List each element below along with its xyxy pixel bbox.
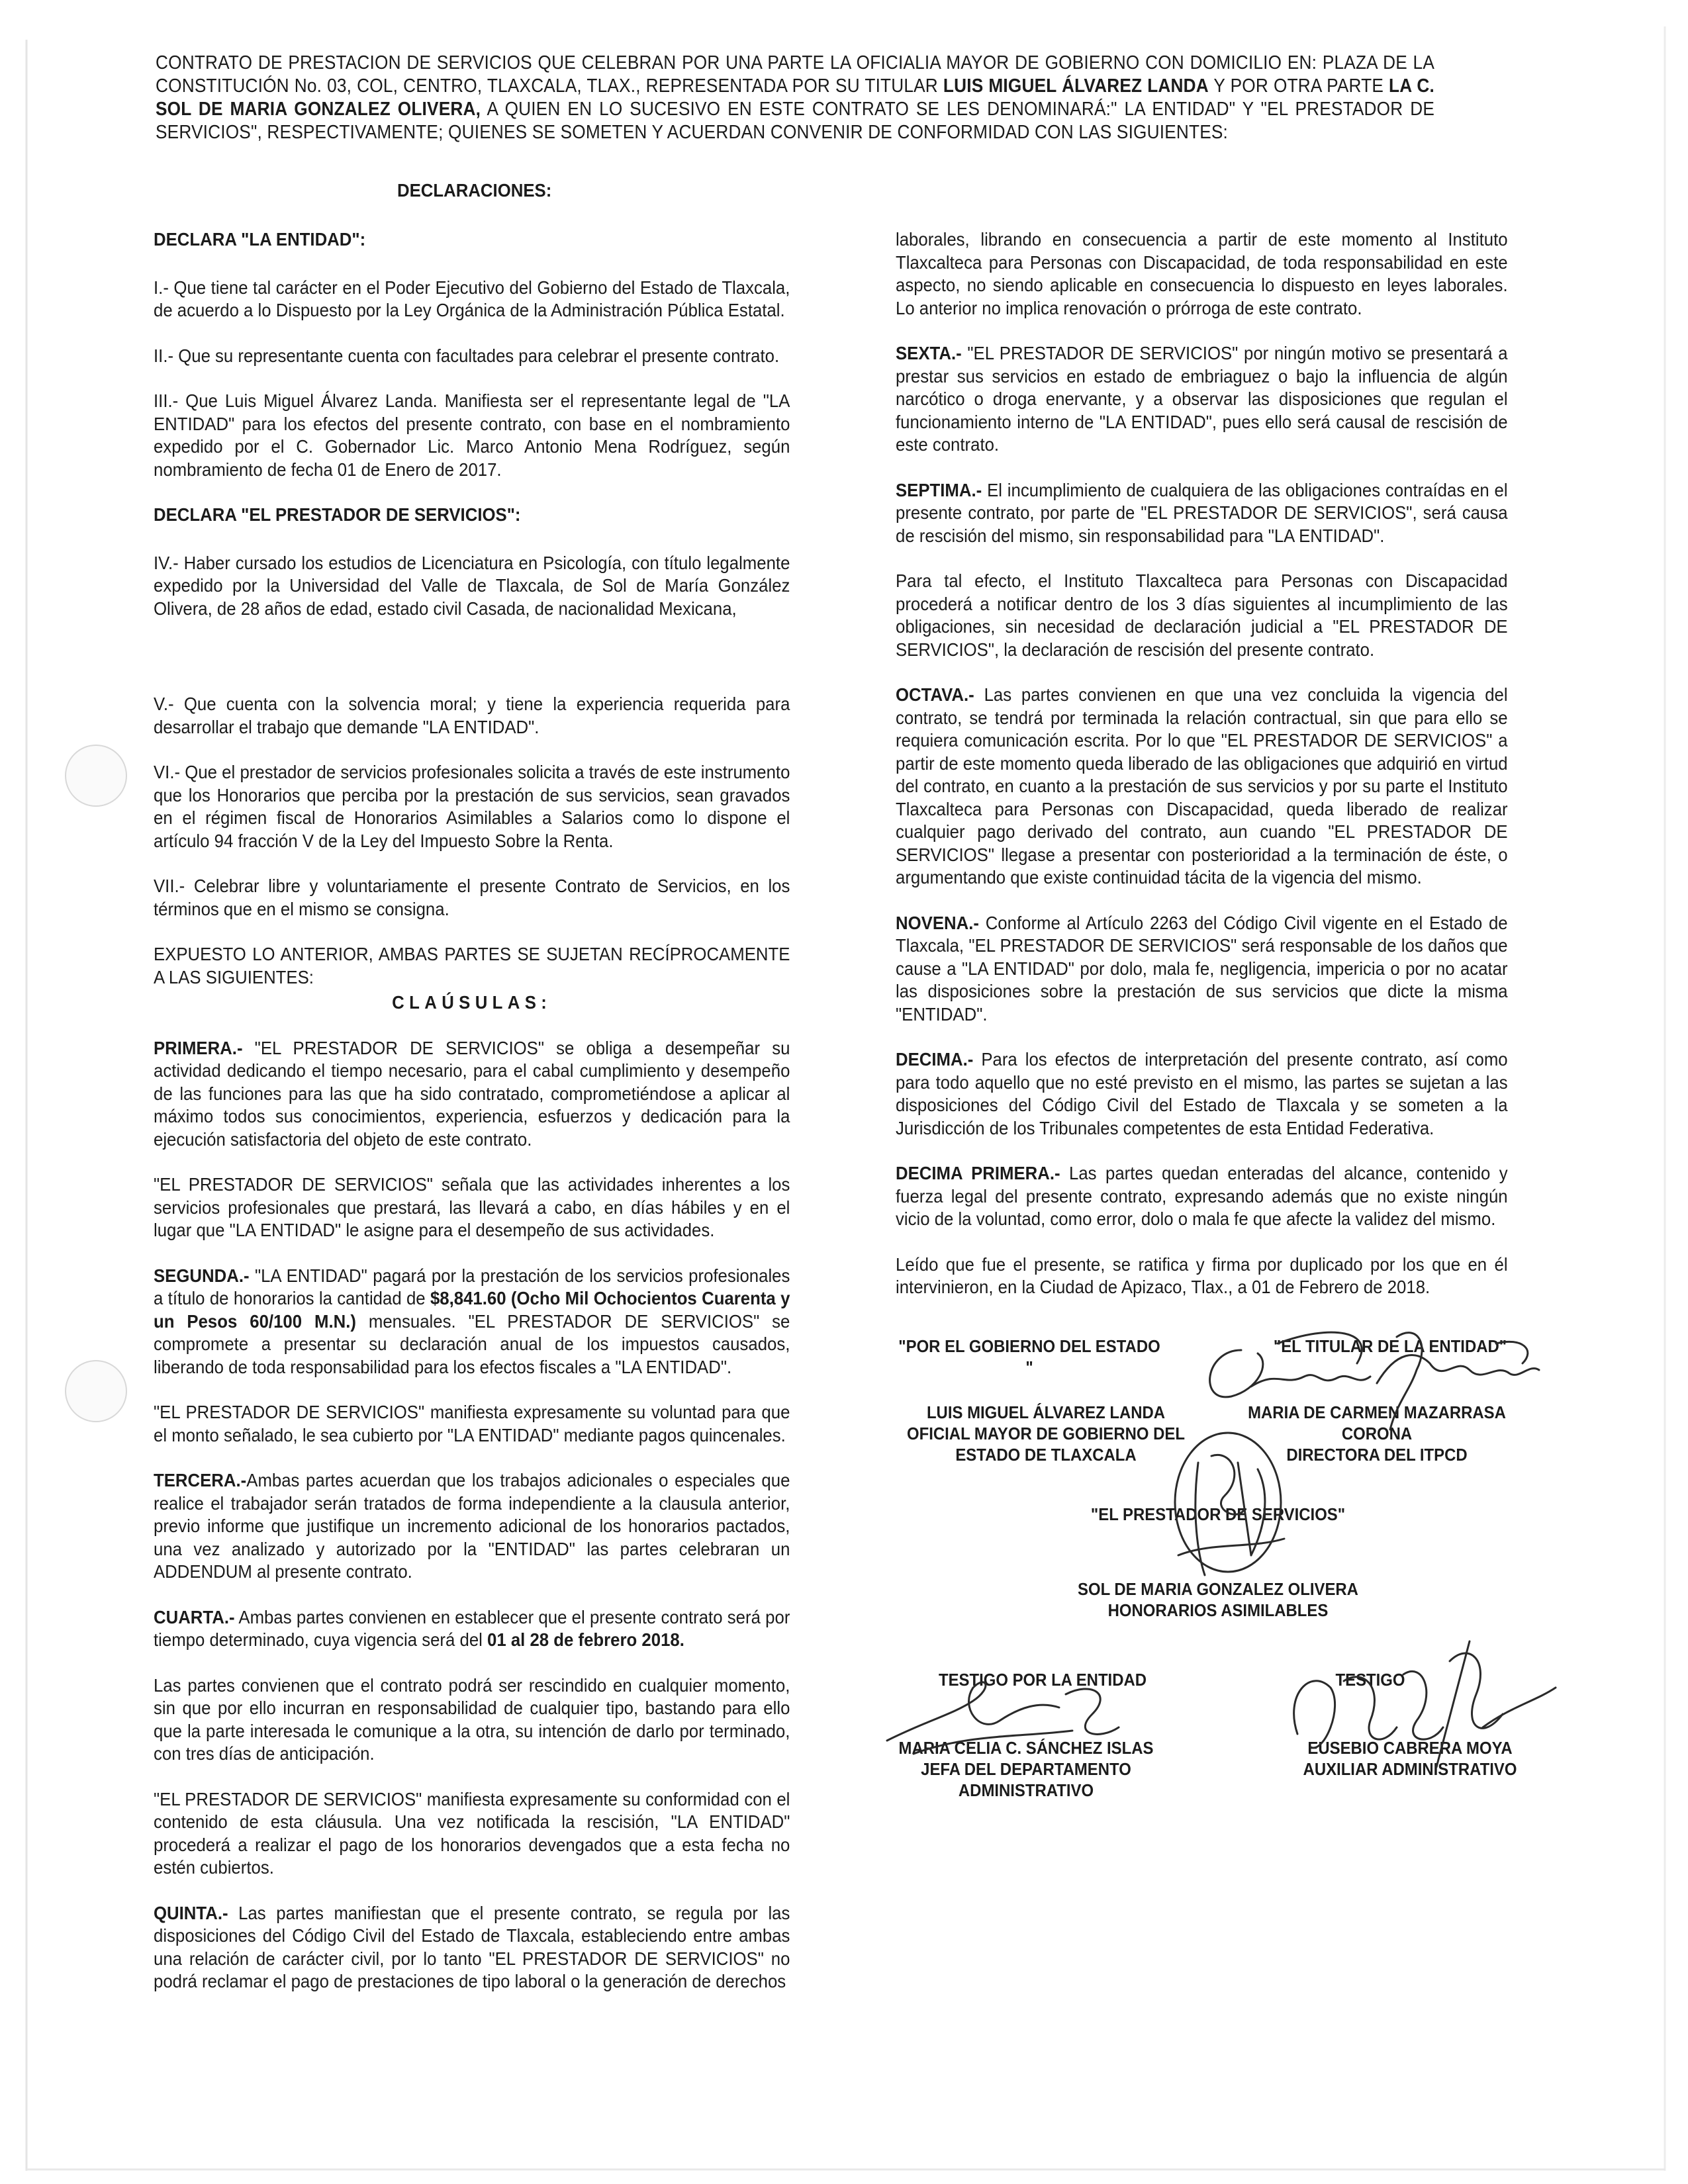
prestador-block <box>1035 1578 1401 1621</box>
cuarta-text: Ambas partes convienen en establecer que el presente contrato será por tiempo determinado, cuya vigencia será del <box>154 1606 790 1650</box>
directora-title: DIRECTORA DEL ITPCD <box>1286 1445 1468 1465</box>
tercera-text: Ambas partes acuerdan que los trabajos adicionales o especiales que realice el trabajador serán tratados de forma independiente a la clausula anterior, previo informe que justifique un incremento adicional de los honorarios pactados, una vez analizado y autorizado por la "ENTIDAD" las partes celebraran un ADDENDUM al presente contrato. <box>154 1470 790 1582</box>
punch-hole-bottom <box>65 1360 127 1422</box>
clausula-decima <box>896 1048 1508 1140</box>
septima-text: El incumplimiento de cualquiera de las obligaciones contraídas en el presente contrato, por parte de "EL PRESTADOR DE SERVICIOS", será causa de rescisión del mismo, sin responsabilidad para "LA ENTIDAD". <box>896 479 1508 546</box>
testigo2-title: AUXILIAR ADMINISTRATIVO <box>1303 1759 1517 1779</box>
header-text-3: A QUIEN EN LO SUCESIVO EN ESTE CONTRATO SE LES DENOMINARÁ:" LA ENTIDAD" Y "EL PRESTADOR DE SERVICIOS", RESPECTIVAMENTE; QUIENES SE SOMETEN Y ACUERDAN CONVENIR DE CONFORMIDAD CON LAS SIGUIENTES: <box>156 99 1434 143</box>
clausula-quinta <box>154 1902 790 1993</box>
clausula-novena <box>896 912 1508 1026</box>
prestador-name: SOL DE MARIA GONZALEZ OLIVERA <box>1078 1579 1358 1599</box>
segunda-amount: $8,841.60 (Ocho Mil Ochocientos Cuarenta y un Pesos 60/100 M.N.) <box>154 1288 790 1332</box>
sexta-text: "EL PRESTADOR DE SERVICIOS" por ningún motivo se presentará a prestar sus servicios en estado de embriaguez o bajo la influencia de algún narcótico o droga enervante, y a observar las disposiciones que regulan el funcionamiento interno de "LA ENTIDAD", pues ello será causal de rescisión de este contrato. <box>896 343 1508 455</box>
primera-label: PRIMERA.- <box>154 1037 243 1058</box>
clausula-primera-b: "EL PRESTADOR DE SERVICIOS" señala que las actividades inherentes a los servicios profesionales que prestará, las llevará a cabo, en días hábiles y en el lugar que "LA ENTIDAD" le asigne para el desempeño de sus actividades. <box>154 1174 790 1240</box>
septima-label: SEPTIMA.- <box>896 479 982 500</box>
quinta-continuation: laborales, librando en consecuencia a partir de este momento al Instituto Tlaxcalteca para Personas con Discapacidad, de toda responsabilidad en este aspecto, no siendo aplicable en consecuencia lo dispuesto en leyes laborales. Lo anterior no implica renovación o prórroga de este contrato. <box>896 229 1508 318</box>
clausula-cuarta-c: "EL PRESTADOR DE SERVICIOS" manifiesta expresamente su conformidad con el contenido de esta cláusula. Una vez notificada la rescisión, "LA ENTIDAD" procederá a realizar el pago de los honorarios devengados que a esta fecha no estén cubiertos. <box>154 1788 790 1878</box>
header-prestador-name: LA C. SOL DE MARIA GONZALEZ OLIVERA, <box>156 75 1434 120</box>
testigo2-name: EUSEBIO CABRERA MOYA <box>1307 1738 1513 1758</box>
testigo1-heading: TESTIGO POR LA ENTIDAD <box>938 1670 1147 1690</box>
contract-header <box>156 52 1434 144</box>
declaracion-vii: VII.- Celebrar libre y voluntariamente el presente Contrato de Servicios, en los términos que en el mismo se consigna. <box>154 876 790 919</box>
clausula-tercera <box>154 1469 790 1584</box>
novena-text: Conforme al Artículo 2263 del Código Civil vigente en el Estado de Tlaxcala, "EL PRESTADOR DE SERVICIOS" será responsable de los daños que cause a "LA ENTIDAD" por dolo, mala fe, negligencia, impericia o por no acatar las disposiciones sobre la prestación de sus servicios que dicte la misma "ENTIDAD". <box>896 912 1508 1024</box>
clausula-decima-primera <box>896 1162 1508 1231</box>
clausula-cuarta <box>154 1606 790 1652</box>
decima-primera-text: Las partes quedan enteradas del alcance, contenido y fuerza legal del presente contrato, expresando además que no existe ningún vicio de la voluntad, como error, dolo o mala fe que afecte la validez del mismo. <box>896 1163 1508 1229</box>
clausula-primera <box>154 1037 790 1152</box>
directora-block <box>1219 1402 1535 1465</box>
testigo1-title-2: ADMINISTRATIVO <box>958 1780 1094 1800</box>
leido-text: Leído que fue el presente, se ratifica y firma por duplicado por los que en él intervinieron, en la Ciudad de Apizaco, Tlax., a 01 de Febrero de 2018. <box>896 1253 1508 1297</box>
prestador-title: HONORARIOS ASIMILABLES <box>1107 1600 1329 1620</box>
cuarta-dates: 01 al 28 de febrero 2018. <box>487 1629 684 1650</box>
declaracion-v: V.- Que cuenta con la solvencia moral; y tiene la experiencia requerida para desarrollar el trabajo que demande "LA ENTIDAD". <box>154 694 790 737</box>
segunda-text-2: mensuales. "EL PRESTADOR DE SERVICIOS" se compromete a presentar su declaración anual de los impuestos causados, liberando de toda responsabilidad para los efectos fiscales a "LA ENTIDAD". <box>154 1310 790 1377</box>
testigo2-block <box>1264 1737 1556 1780</box>
testigo1-block <box>874 1737 1178 1801</box>
testigo2-heading: TESTIGO <box>1335 1670 1405 1690</box>
directora-name-2: CORONA <box>1341 1424 1413 1443</box>
declaraciones-title: DECLARACIONES: <box>397 180 552 201</box>
novena-label: NOVENA.- <box>896 912 979 933</box>
declara-prestador-heading: DECLARA "EL PRESTADOR DE SERVICIOS": <box>154 504 521 525</box>
header-titular-name: LUIS MIGUEL ÁLVAREZ LANDA <box>943 75 1209 97</box>
declaracion-iii: III.- Que Luis Miguel Álvarez Landa. Manifiesta ser el representante legal de "LA ENTIDAD" para los efectos del presente contrato, con base en el nombramiento expedido por el C. Gobernador Lic. Marco Antonio Mena Rodríguez, según nombramiento de fecha 01 de Enero de 2017. <box>154 390 790 480</box>
declaracion-vi: VI.- Que el prestador de servicios profesionales solicita a través de este instrumento que los Honorarios que perciba por la prestación de sus servicios, sean gravados en el régimen fiscal de Honorarios Asimilables a Salarios como lo dispone el artículo 94 fracción V de la Ley del Impuesto Sobre la Renta. <box>154 762 790 851</box>
sexta-label: SEXTA.- <box>896 343 962 363</box>
testigo1-name: MARIA CELIA C. SÁNCHEZ ISLAS <box>898 1738 1154 1758</box>
tercera-label: TERCERA.- <box>154 1470 247 1490</box>
cuarta-label: CUARTA.- <box>154 1606 235 1627</box>
clausulas-title: CLAÚSULAS: <box>392 992 552 1013</box>
declaracion-iv: IV.- Haber cursado los estudios de Licenciatura en Psicología, con título legalmente expedido por la Universidad del Valle de Tlaxcala, de Sol de María González Olivera, de 28 años de edad, estado civil Casada, de nacionalidad Mexicana, <box>154 552 790 619</box>
segunda-label: SEGUNDA.- <box>154 1265 250 1286</box>
decima-primera-label: DECIMA PRIMERA.- <box>896 1163 1060 1183</box>
clausula-septima <box>896 479 1508 548</box>
header-text-2: Y POR OTRA PARTE <box>1208 75 1389 97</box>
header-text-1: CONTRATO DE PRESTACION DE SERVICIOS QUE CELEBRAN POR UNA PARTE LA OFICIALIA MAYOR DE GOBIERNO CON DOMICILIO EN: PLAZA DE LA CONSTITUCIÓN No. 03, COL, CENTRO, TLAXCALA, TLAX., REPRESENTADA POR SU TITULAR <box>156 52 1434 97</box>
oficial-title-1: OFICIAL MAYOR DE GOBIERNO DEL <box>907 1424 1185 1443</box>
oficial-title-2: ESTADO DE TLAXCALA <box>955 1445 1137 1465</box>
oficial-block <box>875 1402 1216 1465</box>
faded-redacted-text <box>154 620 790 666</box>
clausula-segunda <box>154 1265 790 1379</box>
directora-name-1: MARIA DE CARMEN MAZARRASA <box>1248 1402 1506 1422</box>
segunda-text-1: "LA ENTIDAD" pagará por la prestación de los servicios profesionales a título de honorarios la cantidad de <box>154 1265 790 1308</box>
clausula-sexta <box>896 342 1508 457</box>
right-column <box>896 228 1508 1322</box>
left-column <box>154 228 790 2016</box>
decima-text: Para los efectos de interpretación del presente contrato, así como para todo aquello que no esté previsto en el mismo, las partes se sujetan a las disposiciones del Código Civil del Estado de Tlaxcala y se someten a la Jurisdicción de los Tribunales competentes de esta Entidad Federativa. <box>896 1049 1508 1138</box>
testigo1-title-1: JEFA DEL DEPARTAMENTO <box>921 1759 1131 1779</box>
decima-label: DECIMA.- <box>896 1049 974 1069</box>
quinta-label: QUINTA.- <box>154 1902 228 1923</box>
clausula-cuarta-b: Las partes convienen que el contrato podrá ser rescindido en cualquier momento, sin que por ello incurran en responsabilidad de cualquier tipo, bastando para ello que la parte interesada le comunique a la otra, su intención de darlo por terminado, con tres días de anticipación. <box>154 1674 790 1764</box>
octava-label: OCTAVA.- <box>896 684 974 705</box>
titular-heading: "EL TITULAR DE LA ENTIDAD" <box>1273 1336 1507 1356</box>
expuesto-text: EXPUESTO LO ANTERIOR, AMBAS PARTES SE SUJETAN RECÍPROCAMENTE A LAS SIGUIENTES: <box>154 944 790 987</box>
primera-text: "EL PRESTADOR DE SERVICIOS" se obliga a desempeñar su actividad dedicando el tiempo necesario, para el cabal cumplimiento y desempeño de las funciones para las que ha sido contratado, comprometiéndose a aplicar al máximo todos sus conocimientos, experiencia, esfuerzos y dedicación para la ejecución satisfactoria del objeto de este contrato. <box>154 1037 790 1150</box>
clausula-octava <box>896 684 1508 889</box>
punch-hole-top <box>65 745 127 807</box>
gobierno-heading: "POR EL GOBIERNO DEL ESTADO " <box>898 1336 1160 1377</box>
prestador-heading: "EL PRESTADOR DE SERVICIOS" <box>1090 1504 1346 1524</box>
oficial-name: LUIS MIGUEL ÁLVAREZ LANDA <box>926 1402 1166 1422</box>
declara-entidad-heading: DECLARA "LA ENTIDAD": <box>154 229 366 250</box>
clausula-septima-b: Para tal efecto, el Instituto Tlaxcalteca para Personas con Discapacidad procederá a notificar dentro de los 3 días siguientes al incumplimiento de las obligaciones, sin necesidad de declaración judicial a "EL PRESTADOR DE SERVICIOS", la declaración de rescisión del presente contrato. <box>896 570 1508 660</box>
quinta-text: Las partes manifiestan que el presente contrato, se regula por las disposiciones del Código Civil del Estado de Tlaxcala, estableciendo entre ambas una relación de carácter civil, por lo tanto "EL PRESTADOR DE SERVICIOS" no podrá reclamar el pago de prestaciones de tipo laboral o la generación de derechos <box>154 1902 790 1991</box>
declaracion-i: I.- Que tiene tal carácter en el Poder Ejecutivo del Gobierno del Estado de Tlaxcala, de acuerdo a lo Dispuesto por la Ley Orgánica de la Administración Pública Estatal. <box>154 277 790 320</box>
clausula-segunda-b: "EL PRESTADOR DE SERVICIOS" manifiesta expresamente su voluntad para que el monto señalado, le sea cubierto por "LA ENTIDAD" mediante pagos quincenales. <box>154 1402 790 1445</box>
declaracion-ii: II.- Que su representante cuenta con facultades para celebrar el presente contrato. <box>154 345 780 366</box>
octava-text: Las partes convienen en que una vez concluida la vigencia del contrato, se tendrá por terminada la relación contractual, sin que para ello se requiera comunicación escrita. Por lo que "EL PRESTADOR DE SERVICIOS" a partir de este momento queda liberado de las obligaciones que adquirió en virtud del contrato, en cuanto a la prestación de sus servicios y por su parte el Instituto Tlaxcalteca para Personas con Discapacidad, queda liberado de realizar cualquier pago derivado del contrato, aun cuando "EL PRESTADOR DE SERVICIOS" llegase a presentar con posterioridad a la terminación de éste, o argumentando que existe continuidad tácita de la vigencia del mismo. <box>896 684 1508 887</box>
